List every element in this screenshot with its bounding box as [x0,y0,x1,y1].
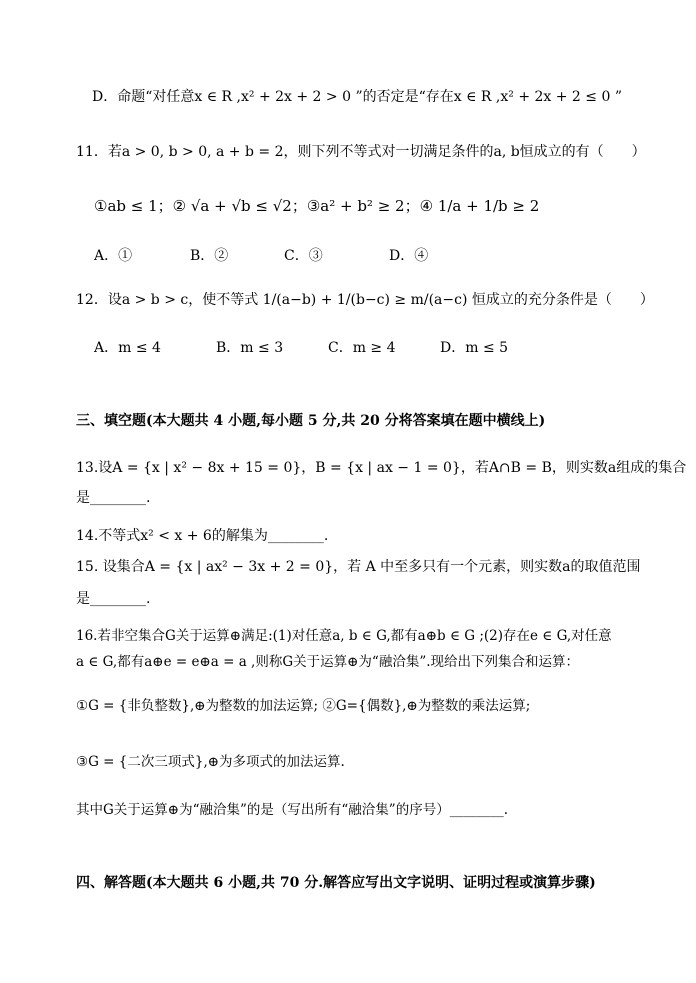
q15-line2 [76,588,150,608]
q12-stem [76,289,654,309]
q16-line2 [76,650,579,670]
q11-option-c: C．③ [284,248,323,264]
q11-option-d: D．④ [389,248,429,264]
q11-stem [76,141,646,161]
q15-line2-text: 是________. [76,591,151,607]
q16-line1 [76,624,612,644]
q13-line1 [76,457,686,477]
q13-line1-text: 13.设A = {x | x² − 8x + 15 = 0}，B = {x | ax − 1 = 0}，若A∩B = B，则实数a组成的集合 [76,460,687,476]
q16-line3-text: ①G = {非负整数},⊕为整数的加法运算; ②G={偶数},⊕为整数的乘法运算; [76,698,531,714]
q16-line5 [76,798,508,818]
q11-items [94,195,539,216]
q10-option-d [92,86,622,106]
q15-line1 [76,556,641,576]
q16-line2-text: a ∈ G,都有a⊕e = e⊕a = a ,则称G关于运算⊕为“融洽集”.现给出下列集合和运算： [76,654,580,670]
section4-title-text: 四、解答题(本大题共 6 小题,共 70 分.解答应写出文字说明、证明过程或演算步骤) [76,875,596,891]
q12-option-b: B．m ≤ 3 [216,340,284,356]
q12-stem-text: 12．设a > b > c，使不等式 1/(a−b) + 1/(b−c) ≥ m/(a−c) 恒成立的充分条件是（ ） [76,292,654,308]
q16-line3 [76,694,530,714]
q11-items-text: ①ab ≤ 1；② √a + √b ≤ √2；③a² + b² ≥ 2；④ 1/a + 1/b ≥ 2 [94,197,540,215]
q12-options [94,337,508,357]
q15-line1-text: 15. 设集合A = {x | ax² − 3x + 2 = 0}，若 A 中至多只有一个元素，则实数a的取值范围 [76,559,641,575]
q12-option-c: C．m ≥ 4 [328,340,396,356]
q14-text: 14.不等式x² < x + 6的解集为________. [76,528,329,544]
q13-line2-text: 是________. [76,490,151,506]
q11-option-a: A．① [94,248,133,264]
q11-options [94,245,428,265]
q11-stem-text: 11．若a > 0, b > 0, a + b = 2，则下列不等式对一切满足条件的a, b恒成立的有（ ） [76,144,646,160]
section4-title [76,872,596,892]
q11-option-b: B．② [190,248,229,264]
q12-option-a: A．m ≤ 4 [94,340,161,356]
q16-line1-text: 16.若非空集合G关于运算⊕满足:(1)对任意a, b ∈ G,都有a⊕b ∈ G ;(2)存在e ∈ G,对任意 [76,628,612,644]
q16-line5-text: 其中G关于运算⊕为“融洽集”的是（写出所有“融洽集”的序号）________. [76,802,508,818]
section3-title [76,410,545,430]
q12-option-d: D．m ≤ 5 [440,340,509,356]
q13-line2 [76,487,150,507]
q14 [76,525,328,545]
q16-line4 [76,750,345,770]
q16-line4-text: ③G = {二次三项式},⊕为多项式的加法运算. [76,754,345,770]
q10-option-d-text: D．命题“对任意x ∈ R ,x² + 2x + 2 > 0 ”的否定是“存在x ∈ R ,x² + 2x + 2 ≤ 0 ” [92,89,622,105]
section3-title-text: 三、填空题(本大题共 4 小题,每小题 5 分,共 20 分将答案填在题中横线上) [76,413,546,429]
